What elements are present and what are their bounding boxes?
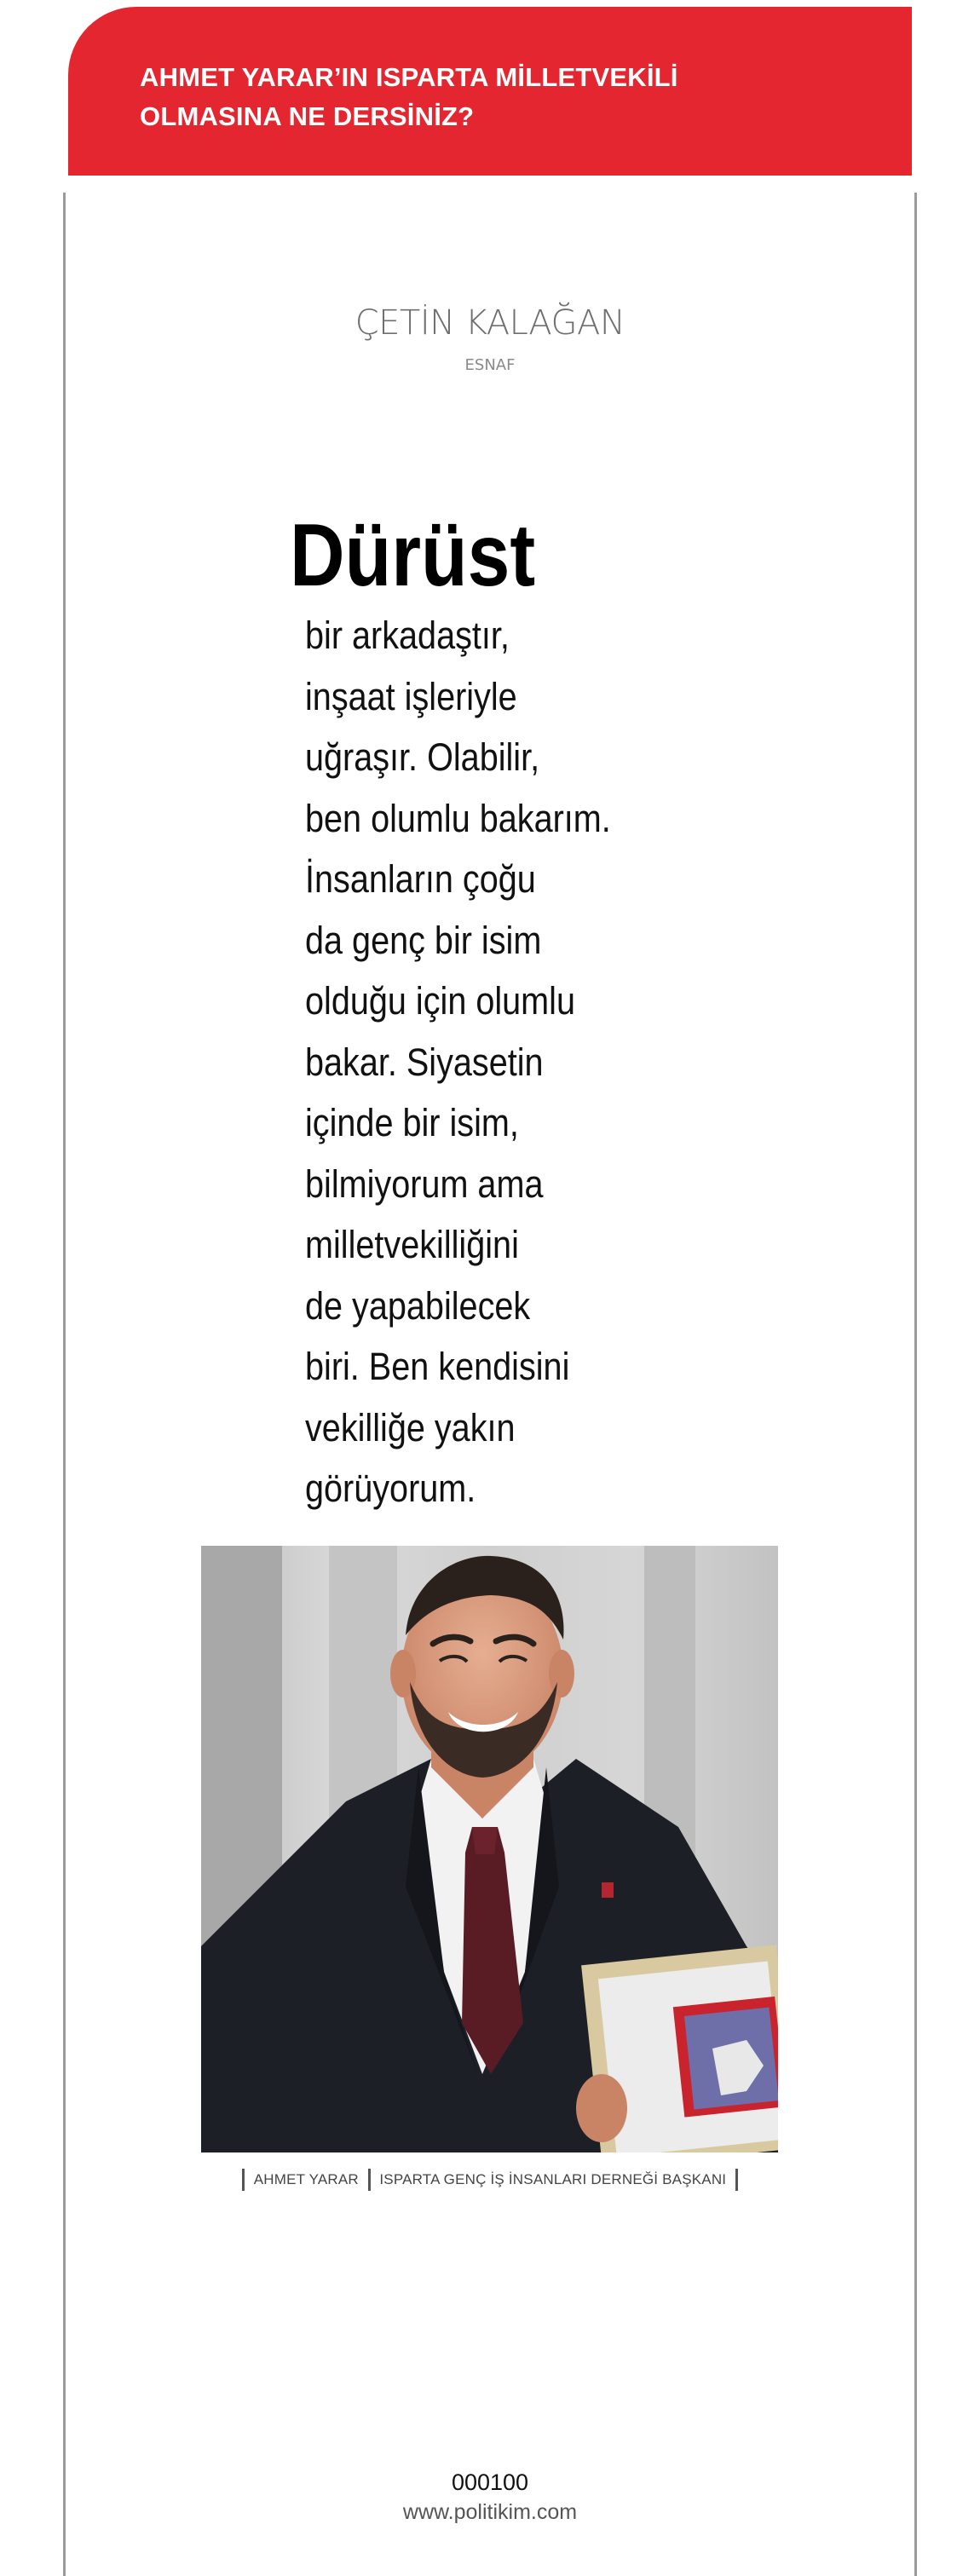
quote-highlight: Dürüst	[290, 506, 536, 605]
quote-line: vekilliğe yakın	[305, 1405, 516, 1449]
quote-line: içinde bir isim,	[305, 1101, 519, 1144]
caption-divider	[368, 2169, 371, 2191]
person-role: ESNAF	[464, 356, 516, 374]
quote-line: biri. Ben kendisini	[305, 1345, 570, 1388]
frame-left-line	[63, 193, 66, 2576]
quote-line: da genç bir isim	[305, 918, 542, 962]
site-url: www.politikim.com	[402, 2500, 578, 2524]
portrait-photo	[201, 1546, 778, 2152]
quote-line: olduğu için olumlu	[305, 979, 576, 1023]
caption-title: ISPARTA GENÇ İŞ İNSANLARI DERNEĞİ BAŞKANI	[379, 2171, 727, 2187]
quote-line: de yapabilecek	[305, 1283, 531, 1328]
caption-name: AHMET YARAR	[253, 2171, 359, 2187]
caption-divider	[735, 2169, 738, 2191]
quote-line: uğraşır. Olabilir,	[305, 735, 540, 779]
header-banner	[68, 7, 912, 176]
caption-divider	[242, 2169, 245, 2191]
frame-right-line	[914, 193, 917, 2576]
photo-caption	[0, 2169, 980, 2191]
person-name: ÇETİN KALAĞAN	[355, 303, 625, 343]
quote-line: inşaat işleriyle	[305, 674, 517, 718]
quote-line: İnsanların çoğu	[305, 857, 536, 901]
page-number: 000100	[451, 2469, 529, 2495]
quote-line: bilmiyorum ama	[305, 1161, 544, 1206]
quote-line: milletvekilliğini	[305, 1223, 519, 1266]
quote-line: bir arkadaştır,	[305, 614, 510, 657]
portrait-illustration	[201, 1546, 778, 2152]
quote-line: görüyorum.	[305, 1467, 476, 1510]
quote-line: bakar. Siyasetin	[305, 1040, 544, 1084]
quote-line: ben olumlu bakarım.	[305, 796, 611, 840]
quote-body	[305, 605, 695, 1519]
header-title: AHMET YARAR’IN ISPARTA MİLLETVEKİLİ OLMASINA NE DERSİNİZ?	[140, 62, 678, 131]
